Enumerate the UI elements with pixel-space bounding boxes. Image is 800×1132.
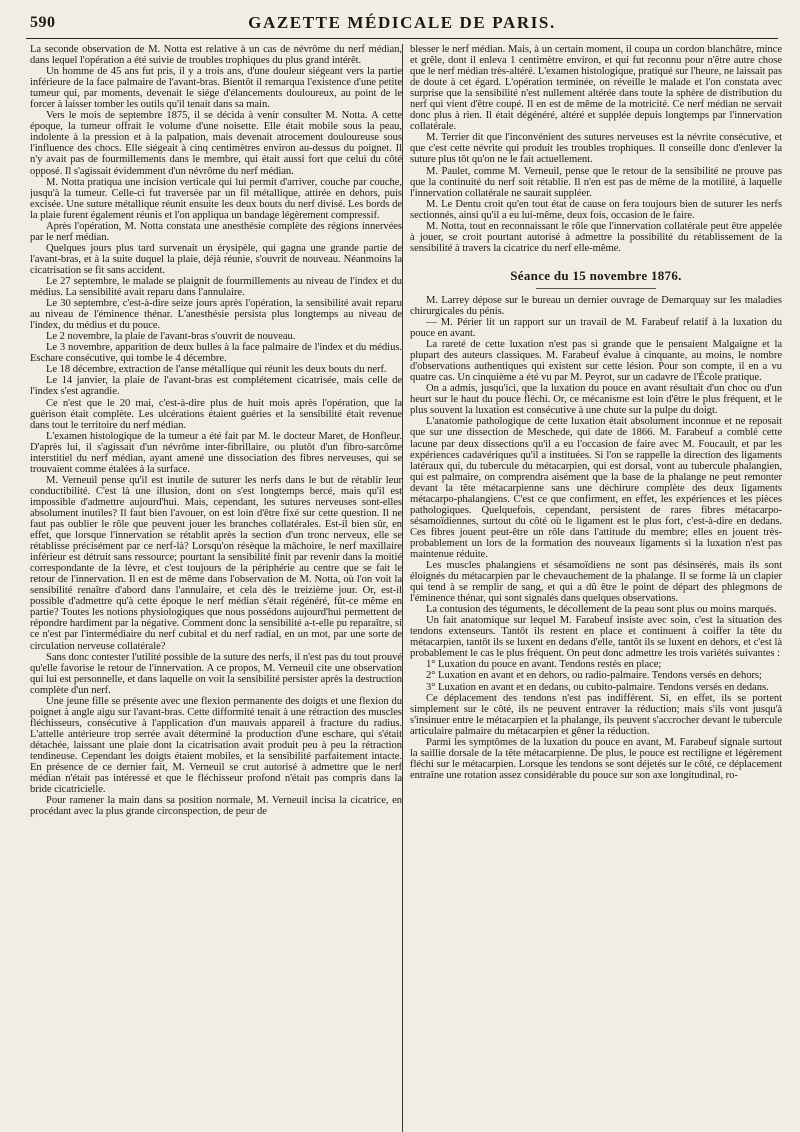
paragraph: La rareté de cette luxation n'est pas si grande que le pensaient Malgaigne et la plupart des auteurs classiques. M. Farabeuf évalue à cinquante, au moins, le nombre d'observations authentiques qui existent sur cette lésion. Pour son compte, il en a vu quatre cas. Un cinquième a été vu par M. Peyrot, sur un cadavre de l'École pratique. <box>410 339 782 384</box>
article-columns <box>26 44 782 1132</box>
paragraph: On a admis, jusqu'ici, que la luxation du pouce en avant résultait d'un choc ou d'un heurt sur le haut du pouce fléchi. Or, ce mécanisme est loin d'être le plus fréquent, et le plus souvent la luxation est consécutive à une chute sur la pulpe du doigt. <box>410 383 782 417</box>
paragraph: — M. Périer lit un rapport sur un travail de M. Farabeuf relatif à la luxation du pouce en avant. <box>410 316 782 340</box>
paragraph: Le 14 janvier, la plaie de l'avant-bras est complétement cicatrisée, mais celle de l'index s'est agrandie. <box>30 375 402 398</box>
paragraph: Le 27 septembre, le malade se plaignit de fourmillements au niveau de l'index et du médius. La sensibilité avait reparu dans l'annulaire. <box>30 275 402 299</box>
paragraph: Le 18 décembre, extraction de l'anse métallique qui réunit les deux bouts du nerf. <box>46 364 387 376</box>
paragraph: Le 2 novembre, la plaie de l'avant-bras s'ouvrit de nouveau. <box>46 331 296 343</box>
paragraph: Le 3 novembre, apparition de deux bulles à la face palmaire de l'index et du médius. Eschare consécutive, qui tombe le 4 décembre. <box>30 342 402 365</box>
paragraph: M. Paulet, comme M. Verneuil, pense que le retour de la sensibilité ne prouve pas que la continuité du nerf soit rétablie. Il n'en est pas de même de la motilité, à laquelle l'innervation collatérale ne saurait suppléer. <box>410 165 782 199</box>
paragraph: L'examen histologique de la tumeur a été fait par M. le docteur Maret, de Honfleur. D'après lui, il s'agissait d'un névrôme inter-fibrillaire, ou plutôt d'un fibro-sarcôme interstitiel du nerf médian, ayant amené une dissociation des fibres nerveuses, qui se trouvaient comme étalées à la surface. <box>30 430 402 475</box>
paragraph: M. Terrier dit que l'inconvénient des sutures nerveuses est la névrite consécutive, et que c'est cette névrite qui produit les troubles trophiques. Il conseille donc d'enlever la suture plus tôt qu'on ne le fait actuellement. <box>410 132 782 166</box>
paragraph: Ce déplacement des tendons n'est pas indifférent. Si, en effet, ils se portent simplement sur le côté, ils ne peuvent entraver la réduction; mais s'ils vont jusqu'à s'insinuer entre le métacarpien et la phalange, ils peuvent s'accrocher devant le tubercule articulaire palmaire du métacarpien et gêner la réduction. <box>410 692 782 737</box>
right-column <box>410 44 782 1132</box>
paragraph: Le 30 septembre, c'est-à-dire seize jours après l'opération, la sensibilité avait reparu au niveau de l'éminence thénar. L'anesthésie persista plus longtemps au niveau de l'index, du médius et du pouce. <box>30 298 402 332</box>
paragraph: Les muscles phalangiens et sésamoïdiens ne sont pas désinsérés, mais ils sont éloignés du métacarpien par le chevauchement de la phalange. Il se forme là un clapier qui tend à se remplir de sang, et qui a dû être le point de départ des phlegmons de l'éminence thénar, qui sont signalés dans quelques observations. <box>410 560 782 605</box>
paragraph: 3° Luxation en avant et en dedans, ou cubito-palmaire. Tendons versés en dedans. <box>426 681 769 693</box>
paragraph: Ce n'est que le 20 mai, c'est-à-dire plus de huit mois après l'opération, que la guérison était complète. Les ulcérations étaient guéries et la sensibilité était revenue dans tout le territoire du nerf médian. <box>30 397 402 431</box>
paragraph: M. Notta pratiqua une incision verticale qui lui permit d'arriver, couche par couche, jusqu'à la tumeur. Celle-ci fut traversée par un fil métallique, attirée en dehors, puis excisée. Une suture métallique réunit ensuite les deux bouts du nerf divisé. Les bords de la plaie furent également réunis et l'on appliqua un bandage légèrement compressif. <box>30 176 402 221</box>
paragraph: Après l'opération, M. Notta constata une anesthésie complète des régions innervées par le nerf médian. <box>30 220 402 243</box>
paragraph: Une jeune fille se présente avec une flexion permanente des doigts et une flexion du poignet à angle aigu sur l'avant-bras. Cette difformité tenait à une rétraction des muscles fléchisseurs, consécutive à l'application d'un mauvais appareil à fracture du radius. L'attelle antérieure trop serrée avait déterminé la production d'une eschare, qui s'était détachée, laissant une plaie dont la cicatrisation avait produit peu à peu la rétraction tendineuse. Cependant les doigts étaient mobiles, et la sensibilité parfaitement intacte. En présence de ce dernier fait, M. Verneuil se crut autorisé à admettre que le nerf médian n'était pas intéressé et que le fléchisseur profond n'était pas compris dans la bride cicatricielle. <box>30 695 402 796</box>
paragraph: Quelques jours plus tard survenait un érysipèle, qui gagna une grande partie de l'avant-bras, et à la suite duquel la plaie, déjà réunie, s'ouvrit de nouveau. Néanmoins la cicatrisation se fit sans accident. <box>30 242 402 276</box>
paragraph: Un homme de 45 ans fut pris, il y a trois ans, d'une douleur siégeant vers la partie inférieure de la face palmaire de l'avant-bras. Bientôt il remarqua l'existence d'une petite tumeur qui, par moments, devenait le siége d'élancements douloureux, au point de le forcer à laisser tomber les outils qu'il tenait dans sa main. <box>30 66 402 111</box>
left-column <box>30 44 402 1132</box>
session-heading: Séance du 15 novembre 1876. <box>410 268 782 289</box>
paragraph: M. Larrey dépose sur le bureau un dernier ouvrage de Demarquay sur les maladies chirurgicales du pénis. <box>410 294 782 317</box>
paragraph: Parmi les symptômes de la luxation du pouce en avant, M. Farabeuf signale surtout la saillie dorsale de la tête métacarpienne. De plus, le pouce est rectiligne et légèrement fléchi sur le métacarpien. Lorsque les tendons se sont déjetés sur le côté, ce déplacement entraîne une rotation assez considérable du pouce sur son axe longitudinal, ro- <box>410 736 782 781</box>
paragraph: Vers le mois de septembre 1875, il se décida à venir consulter M. Notta. A cette époque, la tumeur offrait le volume d'une noisette. Elle était mobile sous la peau, indolente à la pression et à la palpation, mais devenait atrocement douloureuse sous l'influence des chocs. Elle siégeait à cinq centimètres environ au-dessus du poignet. Il n'y avait pas de fourmillements dans le membre, qui était aussi fort que celui du côté opposé. Il s'agissait évidemment d'un névrôme du nerf médian. <box>30 110 402 177</box>
paragraph: blesser le nerf médian. Mais, à un certain moment, il coupa un cordon blanchâtre, mince et grêle, dont il enleva 1 centimètre environ, et qui fut reconnu pour n'être autre chose que le nerf médian très-altéré. L'examen histologique, pratiqué sur l'heure, ne laissait pas de doute à cet égard. L'opération terminée, on réveille le malade et l'on constata avec surprise que la sensibilité n'est nullement altérée dans toute la sphère de distribution du nerf qui vient d'être coupé. Il en est de même de la motricité. Ce nerf médian ne servait donc plus à rien. Il était dégénéré, altéré et supplée depuis longtemps par l'innervation collatérale. <box>410 44 782 133</box>
paragraph: La seconde observation de M. Notta est relative à un cas de névrôme du nerf médian, dans lequel l'opération a été suivie de troubles trophiques du plus grand intérêt. <box>30 44 402 67</box>
paragraph: Un fait anatomique sur lequel M. Farabeuf insiste avec soin, c'est la situation des tendons extenseurs. Tantôt ils restent en place et continuent à coiffer la tête du métacarpien, tantôt ils se luxent en dedans d'elle, tantôt ils se luxent en dehors, et c'est là probablement le cas le plus fréquent. On peut donc admettre les trois variétés suivantes : <box>410 615 782 660</box>
paragraph: M. Le Dentu croit qu'en tout état de cause on fera toujours bien de suturer les nerfs sectionnés, ainsi qu'il a eu lui-même, deux fois, occasion de le faire. <box>410 198 782 221</box>
running-title: GAZETTE MÉDICALE DE PARIS. <box>248 13 556 32</box>
paragraph: Pour ramener la main dans sa position normale, M. Verneuil incisa la cicatrice, en procédant avec la plus grande circonspection, de peur de <box>30 795 402 818</box>
paragraph: M. Notta, tout en reconnaissant le rôle que l'innervation collatérale peut être appelée à jouer, se croit pourtant autorisé à admettre la possibilité du rétablissement de la sensibilité à travers la cicatrice du nerf elle-même. <box>410 220 782 254</box>
paragraph: La contusion des téguments, le décollement de la peau sont plus ou moins marqués. <box>426 604 777 616</box>
paragraph: M. Verneuil pense qu'il est inutile de suturer les nerfs dans le but de rétablir leur conductibilité. C'est là une illusion, dont on s'est longtemps bercé, mais qu'il est impossible d'admettre aujourd'hui. Mais, cependant, les sutures nerveuses sont-elles absolument inutiles? Il faut bien l'avouer, on est loin d'être fixé sur cette question. Il ne faut pas oublier le rôle que peuvent jouer les branches collatérales. Est-il bien sûr, en effet, que lorsque l'innervation se rétablit après la section d'un tronc nerveux, elle se rétablisse précisément par ce nerf-là? Lorsqu'on résèque la mâchoire, le nerf maxillaire inférieur est détruit sans ressource; pourtant la sensibilité finit par revenir dans la moitié correspondante de la lèvre, et c'est toujours de la périphérie au centre que se fait le retour de l'innervation. Il en est de même dans l'observation de M. Notta, où l'on voit la sensibilité renaître d'abord dans l'annulaire, et cela dès le treizième jour. Or, est-il possible d'admettre qu'à cette époque le nerf médian s'était régénéré, fût-ce même en partie? Toutes les notions physiologiques que nous possédons aujourd'hui permettent de répondre hardiment par la négative. Comment donc la sensibilité a-t-elle pu reparaître, si ce n'est par l'intermédiaire du nerf cubital et du nerf radial, en un mot, par une sorte de circulation nerveuse collatérale? <box>30 474 402 652</box>
paragraph: L'anatomie pathologique de cette luxation était absolument inconnue et ne reposait que sur une dissection de Meschede, qui date de 1866. M. Farabeuf a comblé cette lacune par deux dissections qu'il a eu l'occasion de faire avec M. Foucault, et par les expériences cadavériques qu'il a instituées. Si l'on se rappelle la direction des ligaments latéraux qui, du tubercule du métacarpien, qui est dorsal, vont au tubercule phalangien, qui est palmaire, on comprendra aisément que la base de la phalange ne peut remonter devant la tête métacarpienne sans une déchirure complète des deux ligaments métacarpo-phalangiens. C'est ce que confirment, en effet, les expériences et les pièces pathologiques. Quelquefois, cependant, persistent de rares fibres métacarpo-sésamoïdiennes, surtout du côté où le ligament est le plus fort, c'est-à-dire en dedans. Ces fibres jouent peut-être un rôle dans l'attitude du membre; elles en jouent très-probablement un lors de la formation des nouveaux ligaments si la luxation n'est pas maintenue réduite. <box>410 416 782 560</box>
page-header <box>26 10 778 39</box>
paragraph: 2° Luxation en avant et en dehors, ou radio-palmaire. Tendons versés en dehors; <box>426 670 762 682</box>
paragraph: Sans donc contester l'utilité possible de la suture des nerfs, il n'est pas du tout prouvé qu'elle favorise le retour de l'innervation. A ce propos, M. Verneuil cite une observation qui lui est personnelle, et dans laquelle on voit la sensibilité persister après la destruction complète d'un nerf. <box>30 651 402 696</box>
paragraph: 1° Luxation du pouce en avant. Tendons restés en place; <box>426 659 662 671</box>
page-number: 590 <box>30 14 56 31</box>
